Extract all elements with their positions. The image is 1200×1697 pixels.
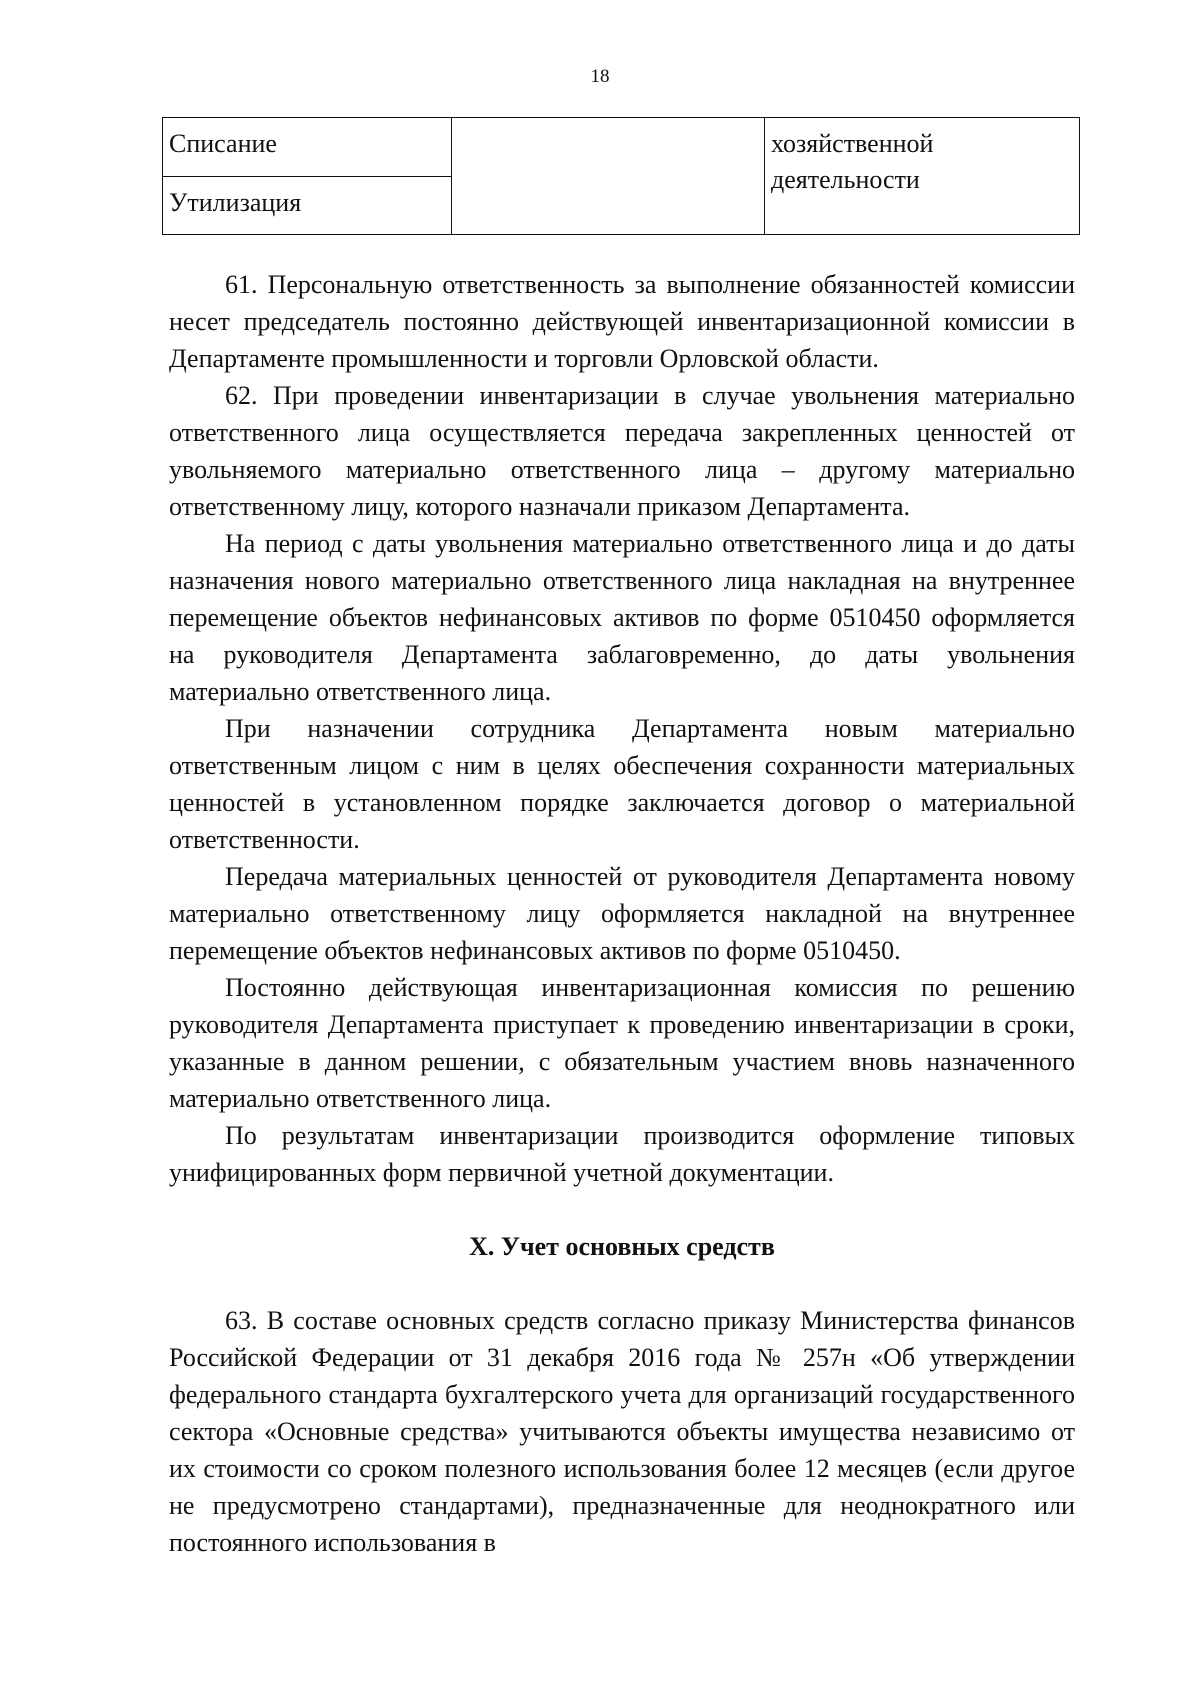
paragraph-results: По результатам инвентаризации производится оформление типовых унифицированных форм первичной учетной документации. (169, 1121, 1075, 1187)
paragraph-commission: Постоянно действующая инвентаризационная комиссия по решению руководителя Департамента приступает к проведению инвентаризации в сроки, указанные в данном решении, с обязательным участием вновь назначенного материально ответственного лица. (169, 973, 1075, 1113)
paragraph-62: 62. При проведении инвентаризации в случае увольнения материально ответственного лица осуществляется передача закрепленных ценностей от увольняемого материально ответственного лица – другому материально ответственному лицу, которого назначали приказом Департамента. (169, 381, 1075, 521)
continuation-table (162, 117, 1080, 235)
paragraph-appointment: При назначении сотрудника Департамента новым материально ответственным лицом с ним в целях обеспечения сохранности материальных ценностей в установленном порядке заключается договор о материальной ответственности. (169, 714, 1075, 854)
table-row (163, 118, 1080, 177)
paragraph-63: 63. В составе основных средств согласно приказу Министерства финансов Российской Федерации от 31 декабря 2016 года № 257н «Об утверждении федерального стандарта бухгалтерского учета для организаций государственного сектора «Основные средства» учитываются объекты имущества независимо от их стоимости со сроком полезного использования более 12 месяцев (если другое не предусмотрено стандартами), предназначенные для неоднократного или постоянного использования в (169, 1306, 1075, 1557)
paragraph-transfer: Передача материальных ценностей от руководителя Департамента новому материально ответственному лицу оформляется накладной на внутреннее перемещение объектов нефинансовых активов по форме 0510450. (169, 862, 1075, 965)
paragraph-dismissal-period: На период с даты увольнения материально ответственного лица и до даты назначения нового материально ответственного лица накладная на внутреннее перемещение объектов нефинансовых активов по форме 0510450 оформляется на руководителя Департамента заблаговременно, до даты увольнения материально ответственного лица. (169, 529, 1075, 706)
section-heading: X. Учет основных средств (469, 1232, 775, 1261)
paragraph-61: 61. Персональную ответственность за выполнение обязанностей комиссии несет председатель постоянно действующей инвентаризационной комиссии в Департаменте промышленности и торговли Орловской области. (169, 270, 1075, 373)
page-number: 18 (590, 66, 610, 87)
document-body (169, 266, 1075, 1561)
table-cell-disposal: Утилизация (163, 176, 452, 235)
table-cell-write-off: Списание (163, 118, 452, 177)
table-cell-economic-activity: хозяйственной деятельности (765, 118, 1080, 235)
table-cell-empty (452, 118, 765, 235)
